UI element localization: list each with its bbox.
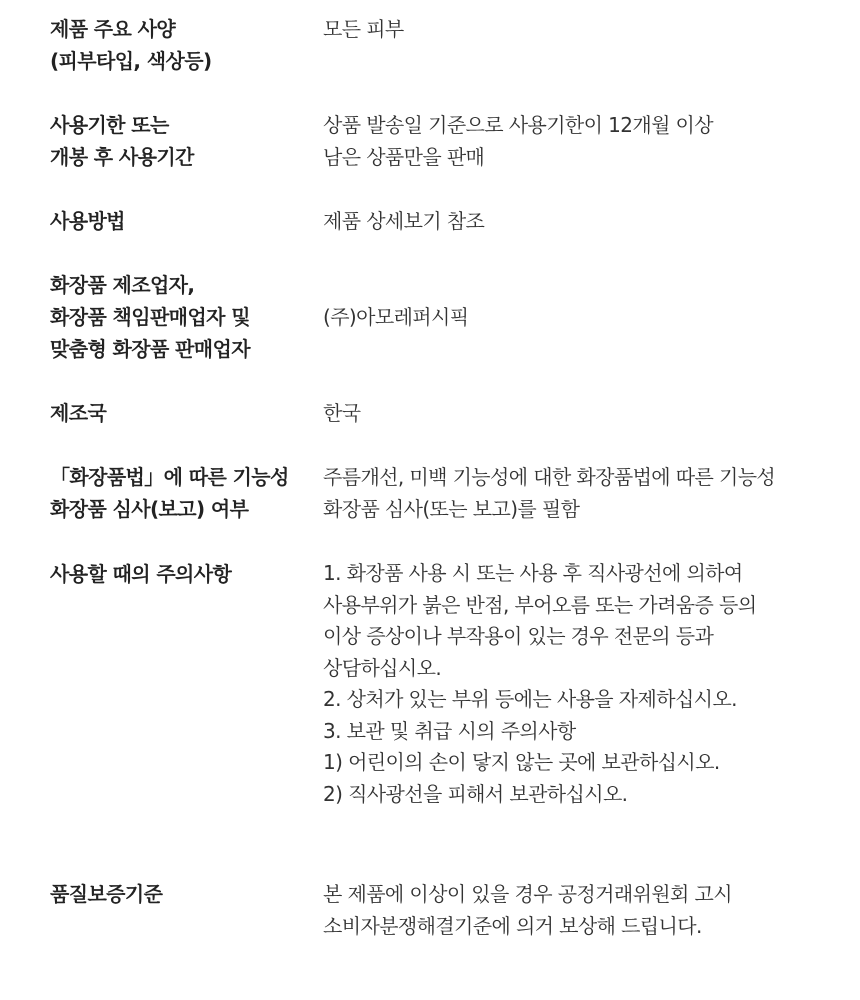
spec-value	[323, 558, 843, 810]
value-line: 제품 상세보기 참조	[323, 209, 485, 233]
value-line: 3. 보관 및 취급 시의 주의사항	[323, 718, 576, 743]
spec-value	[323, 205, 843, 237]
label-line: 제조국	[50, 401, 107, 425]
value-line: 사용부위가 붉은 반점, 부어오름 또는 가려움증 등의	[323, 592, 757, 617]
spec-label	[50, 878, 310, 910]
label-line: 사용할 때의 주의사항	[50, 562, 232, 586]
spec-label	[50, 109, 310, 173]
spec-value	[323, 301, 843, 333]
value-line: 상품 발송일 기준으로 사용기한이 12개월 이상	[323, 113, 713, 137]
value-line: 소비자분쟁해결기준에 의거 보상해 드립니다.	[323, 914, 702, 938]
spec-value	[323, 461, 843, 525]
spec-label	[50, 269, 310, 365]
label-line: 사용기한 또는	[50, 113, 169, 137]
label-line: 맞춤형 화장품 판매업자	[50, 337, 250, 361]
spec-label	[50, 397, 310, 429]
value-line: 이상 증상이나 부작용이 있는 경우 전문의 등과	[323, 624, 714, 648]
value-line: 화장품 심사(또는 보고)를 필함	[323, 497, 580, 521]
label-line: 화장품 제조업자,	[50, 273, 195, 297]
value-line: 주름개선, 미백 기능성에 대한 화장품법에 따른 기능성	[323, 465, 776, 489]
value-line: 모든 피부	[323, 17, 404, 41]
spec-value	[323, 397, 843, 429]
spec-label	[50, 205, 310, 237]
value-line: 1) 어린이의 손이 닿지 않는 곳에 보관하십시오.	[323, 750, 720, 774]
value-line: 본 제품에 이상이 있을 경우 공정거래위원회 고시	[323, 882, 732, 906]
value-line: 한국	[323, 401, 361, 425]
label-line: (피부타입, 색상등)	[50, 49, 212, 73]
label-line: 화장품 책임판매업자 및	[50, 305, 250, 329]
value-line: 상담하십시오.	[323, 655, 442, 680]
label-line: 사용방법	[50, 209, 125, 233]
label-line: 품질보증기준	[50, 882, 163, 906]
spec-label	[50, 461, 310, 525]
spec-value	[323, 878, 843, 942]
value-line: 2) 직사광선을 피해서 보관하십시오.	[323, 781, 628, 806]
value-line: (주)아모레퍼시픽	[323, 305, 469, 329]
value-line: 남은 상품만을 판매	[323, 145, 485, 169]
spec-value	[323, 13, 843, 45]
label-line: 화장품 심사(보고) 여부	[50, 497, 249, 521]
value-line: 1. 화장품 사용 시 또는 사용 후 직사광선에 의하여	[323, 561, 743, 585]
label-line: 「화장품법」에 따른 기능성	[50, 465, 289, 489]
label-line: 개봉 후 사용기간	[50, 145, 194, 169]
spec-label	[50, 558, 310, 590]
spec-value	[323, 109, 843, 173]
value-line: 2. 상처가 있는 부위 등에는 사용을 자제하십시오.	[323, 687, 737, 711]
label-line: 제품 주요 사양	[50, 17, 176, 41]
spec-label	[50, 13, 310, 77]
